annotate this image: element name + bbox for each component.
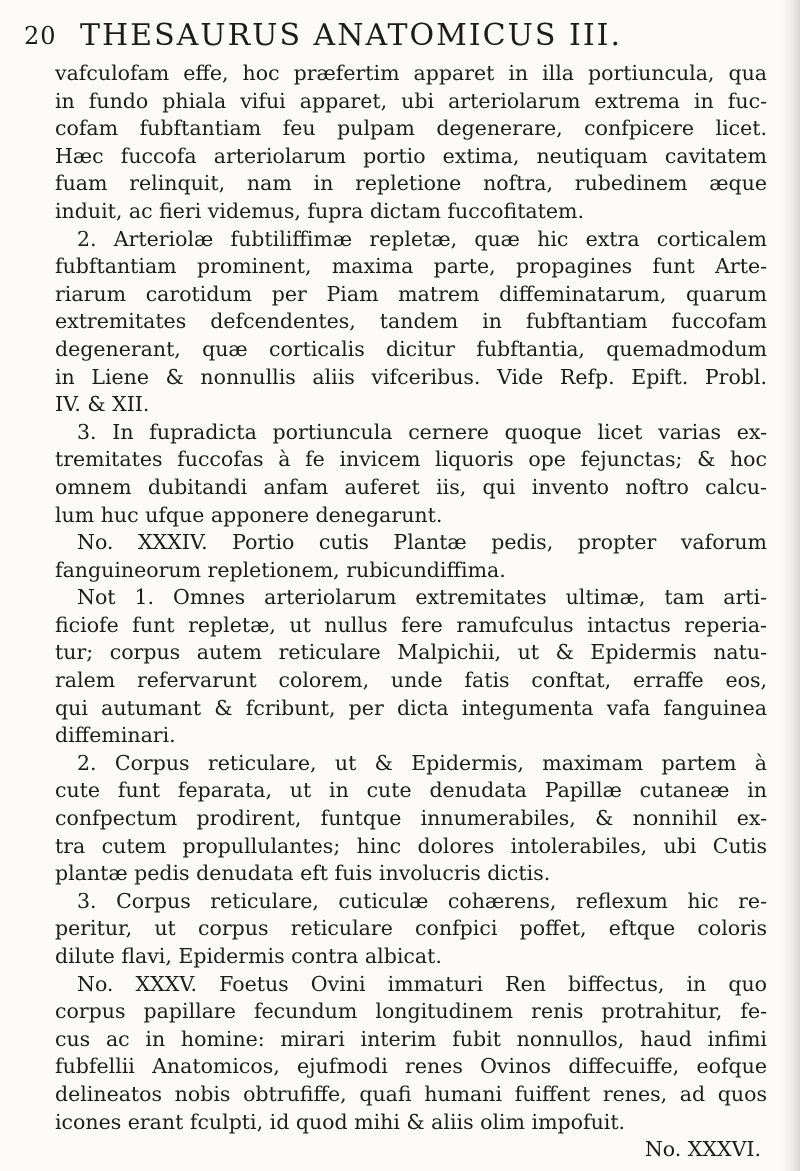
text-line: No. XXXV. Foetus Ovini immaturi Ren biffectus, in quo — [77, 971, 767, 996]
text-line: 3. In fupradicta portiuncula cernere quoque licet varias ex- — [77, 419, 767, 444]
text-line: fubfellii Anatomicos, ejufmodi renes Ovinos diffecuiffe, eofque — [55, 1054, 767, 1079]
text-line: fanguineorum repletionem, rubicundiffima. — [55, 557, 506, 582]
text-line: plantæ pedis denudata eft fuis involucris dictis. — [55, 861, 551, 886]
catchword: No. XXXVI. — [644, 1137, 761, 1162]
text-line: cofam fubftantiam feu pulpam degenerare, confpicere licet. — [55, 116, 767, 141]
text-line: 2. Corpus reticulare, ut & Epidermis, maximam partem à — [77, 750, 767, 775]
body-text — [55, 60, 767, 1164]
text-line: omnem dubitandi anfam auferet iis, qui invento noftro calcu- — [55, 474, 767, 499]
running-title: THESAURUS ANATOMICUS III. — [80, 18, 623, 53]
text-line: lum huc ufque apponere denegarunt. — [55, 502, 443, 527]
text-line: cus ac in homine: mirari interim fubit nonnullos, haud infimi — [55, 1026, 767, 1051]
page-number: 20 — [24, 22, 57, 50]
text-line: in Liene & nonnullis aliis vifceribus. Vide Refp. Epift. Probl. — [55, 364, 767, 389]
text-line: corpus papillare fecundum longitudinem renis protrahitur, fe- — [55, 999, 767, 1024]
text-line: Hæc fuccofa arteriolarum portio extima, neutiquam cavitatem — [55, 143, 767, 168]
text-line: tremitates fuccofas à fe invicem liquoris ope fejunctas; & hoc — [55, 447, 767, 472]
text-line: degenerant, quæ corticalis dicitur fubftantia, quemadmodum — [55, 336, 767, 361]
text-line: cute funt feparata, ut in cute denudata Papillæ cutaneæ in — [55, 778, 767, 803]
text-line: delineatos nobis obtrufiffe, quafi humani fuiffent renes, ad quos — [55, 1081, 767, 1106]
text-line: icones erant fculpti, id quod mihi & aliis olim impofuit. — [55, 1109, 626, 1134]
text-line: riarum carotidum per Piam matrem diffeminatarum, quarum — [55, 281, 767, 306]
text-line: 3. Corpus reticulare, cuticulæ cohærens, reflexum hic re- — [77, 888, 767, 913]
text-line: tur; corpus autem reticulare Malpichii, ut & Epidermis natu- — [55, 640, 767, 665]
text-line: IV. & XII. — [55, 392, 150, 417]
text-line: fubftantiam prominent, maxima parte, propagines funt Arte- — [55, 254, 767, 279]
text-line: peritur, ut corpus reticulare confpici poffet, eftque coloris — [55, 916, 767, 941]
text-line: ralem refervarunt colorem, unde fatis conftat, erraffe eos, — [55, 668, 767, 693]
text-line: diffeminari. — [55, 723, 176, 748]
page-header — [24, 18, 784, 58]
text-line: tra cutem propullulantes; hinc dolores intolerabiles, ubi Cutis — [55, 833, 767, 858]
text-line: in fundo phiala vifui apparet, ubi arteriolarum extrema in fuc- — [55, 88, 767, 113]
text-line: extremitates defcendentes, tandem in fubftantiam fuccofam — [55, 309, 767, 334]
text-line: induit, ac fieri videmus, fupra dictam fuccofitatem. — [55, 198, 584, 223]
text-line: fuam relinquit, nam in repletione noftra, rubedinem æque — [55, 171, 767, 196]
text-line: 2. Arteriolæ fubtiliffimæ repletæ, quæ hic extra corticalem — [77, 226, 767, 251]
text-line: ficiofe funt repletæ, ut nullus fere ramufculus intactus reperia- — [55, 612, 767, 637]
text-line: Not 1. Omnes arteriolarum extremitates ultimæ, tam arti- — [77, 585, 767, 610]
text-line: No. XXXIV. Portio cutis Plantæ pedis, propter vaforum — [77, 530, 767, 555]
text-line: vafculofam effe, hoc præfertim apparet in illa portiuncula, qua — [55, 61, 767, 85]
text-line: dilute flavi, Epidermis contra albicat. — [55, 944, 442, 968]
text-line: confpectum prodirent, funtque innumerabiles, & nonnihil ex- — [55, 806, 767, 831]
text-line: qui autumant & fcribunt, per dicta integumenta vafa fanguinea — [55, 695, 767, 720]
